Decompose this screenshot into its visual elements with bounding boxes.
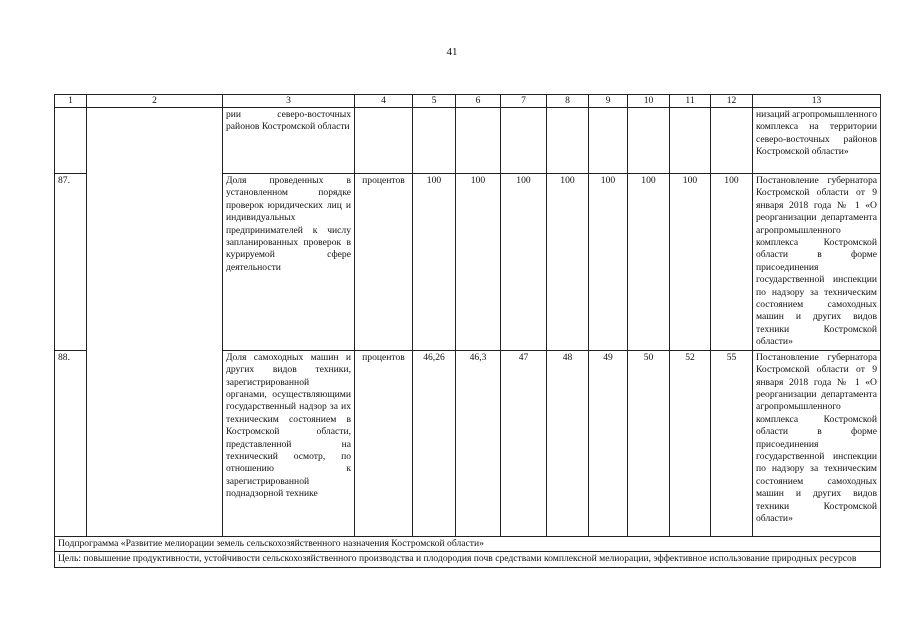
header-cell: 10 [628, 95, 670, 108]
indicators-table [54, 94, 881, 568]
header-cell: 12 [711, 95, 753, 108]
unit-cell [355, 108, 413, 174]
value-cell: 55 [711, 350, 753, 536]
value-cell: 100 [589, 174, 628, 351]
row-number-cell: 87. [55, 174, 87, 351]
row-number-cell: 88. [55, 350, 87, 536]
value-cell: 48 [547, 350, 589, 536]
value-cell [501, 108, 547, 174]
header-cell: 4 [355, 95, 413, 108]
value-cell: 100 [456, 174, 501, 351]
value-cell [547, 108, 589, 174]
indicator-cell: рии северо-восточных районов Костромской области [223, 108, 355, 174]
table-row [55, 108, 881, 174]
header-cell: 3 [223, 95, 355, 108]
value-cell [456, 108, 501, 174]
header-cell: 6 [456, 95, 501, 108]
header-cell: 8 [547, 95, 589, 108]
table-header-row [55, 95, 881, 108]
subprogram-row [55, 536, 881, 551]
value-cell [670, 108, 711, 174]
goal-text: Цель: повышение продуктивности, устойчивости сельскохозяйственного производства и плодородия почв средствами комплексной мелиорации, эффективное использование природных ресурсов [55, 552, 881, 567]
unit-cell: процентов [355, 174, 413, 351]
value-cell: 46,26 [413, 350, 456, 536]
value-cell [413, 108, 456, 174]
value-cell [589, 108, 628, 174]
col2-cell [87, 108, 223, 537]
header-cell: 11 [670, 95, 711, 108]
value-cell: 100 [501, 174, 547, 351]
unit-cell: процентов [355, 350, 413, 536]
row-number-cell [55, 108, 87, 174]
value-cell: 47 [501, 350, 547, 536]
header-cell: 2 [87, 95, 223, 108]
value-cell: 100 [547, 174, 589, 351]
indicator-cell: Доля самоходных машин и других видов техники, зарегистрированной органами, осуществляющими государственный надзор за их техническим состоянием в Костромской области, представленной на технический осмотр, по отношению к зарегистрированной поднадзорной технике [223, 350, 355, 536]
basis-cell: Постановление губернатора Костромской области от 9 января 2018 года № 1 «О реорганизации департамента агропромышленного комплекса Костромской области в форме присоединения государственной инспекции по надзору за техническим состоянием самоходных машин и других видов техники Костромской области» [753, 350, 881, 536]
value-cell: 100 [413, 174, 456, 351]
indicator-cell: Доля проведенных в установленном порядке проверок юридических лиц и индивидуальных предпринимателей к числу запланированных проверок в курируемой сфере деятельности [223, 174, 355, 351]
header-cell: 1 [55, 95, 87, 108]
value-cell [711, 108, 753, 174]
value-cell: 46,3 [456, 350, 501, 536]
value-cell: 100 [711, 174, 753, 351]
header-cell: 13 [753, 95, 881, 108]
header-cell: 9 [589, 95, 628, 108]
goal-row [55, 552, 881, 567]
value-cell: 52 [670, 350, 711, 536]
value-cell: 100 [628, 174, 670, 351]
header-cell: 5 [413, 95, 456, 108]
page-number: 41 [446, 46, 458, 58]
basis-cell: Постановление губернатора Костромской области от 9 января 2018 года № 1 «О реорганизации департамента агропромышленного комплекса Костромской области в форме присоединения государственной инспекции по надзору за техническим состоянием самоходных машин и других видов техники Костромской области» [753, 174, 881, 351]
subprogram-title: Подпрограмма «Развитие мелиорации земель сельскохозяйственного назначения Костромской области» [55, 536, 881, 551]
basis-cell: низаций агропромышленного комплекса на территории северо-восточных районов Костромской области» [753, 108, 881, 174]
value-cell [628, 108, 670, 174]
value-cell: 50 [628, 350, 670, 536]
value-cell: 100 [670, 174, 711, 351]
header-cell: 7 [501, 95, 547, 108]
value-cell: 49 [589, 350, 628, 536]
